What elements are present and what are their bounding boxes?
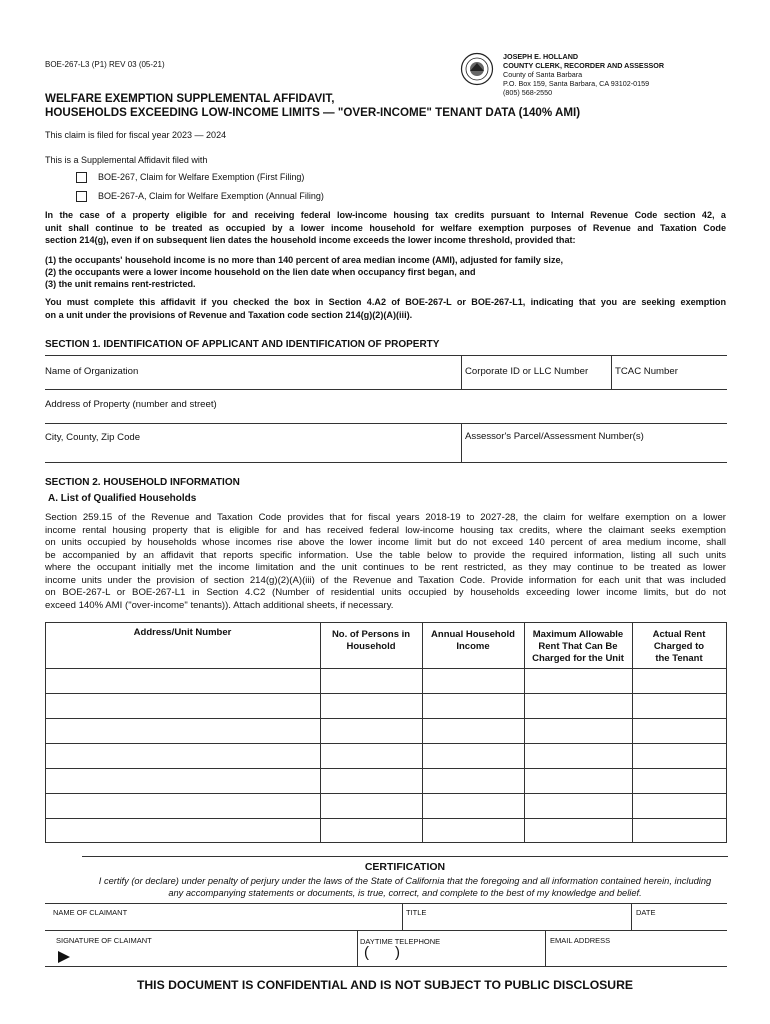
claimant-name-field[interactable]: NAME OF CLAIMANT [53,908,128,917]
section2-line: Section 259.15 of the Revenue and Taxation Code provides that for fiscal years 2018-19 to 2027-28, the claim for welfare exemption on a lower [45,512,726,523]
title-line-1: WELFARE EXEMPTION SUPPLEMENTAL AFFIDAVIT, [45,92,335,105]
org-name-field[interactable]: Name of Organization [45,366,139,377]
section2-heading: SECTION 2. HOUSEHOLD INFORMATION [45,477,240,488]
signature-field[interactable]: SIGNATURE OF CLAIMANT [56,936,152,945]
date-field[interactable]: DATE [636,908,656,917]
table-row[interactable] [46,744,726,768]
col-header-line: Maximum Allowable [532,629,624,640]
section2-line: be accompanied by an affidavit that reports specific information. Use the table below to provide the required information, listing all such units [45,549,726,561]
col-header-line: Address/Unit Number [133,627,232,638]
boe-267a-checkbox[interactable] [76,191,87,202]
conditions-list [45,254,563,291]
table-row[interactable] [46,694,726,718]
boe-267-checkbox[interactable] [76,172,87,183]
section2-paragraph [45,512,726,612]
assessor-title: COUNTY CLERK, RECORDER AND ASSESSOR [503,61,665,70]
col-header-persons [320,629,422,653]
col-header-income [422,629,524,653]
page-title [45,92,580,120]
property-address-field[interactable]: Address of Property (number and street) [45,399,217,410]
notice-line: on a unit under the provisions of Revenue and Taxation code section 214(g)(2)(A)(iii). [45,309,413,320]
col-header-line: Charged to [653,641,705,652]
certification-text [45,876,765,899]
boe-267a-option-label: BOE-267-A, Claim for Welfare Exemption (Annual Filing) [98,191,324,201]
boe-267-option-label: BOE-267, Claim for Welfare Exemption (First Filing) [98,172,305,182]
table-row[interactable] [46,769,726,793]
intro-line: unit shall continue to be treated as occupied by a lower income household for welfare exemption purposes of Revenue and Taxation Code [45,222,726,233]
county-phone: (805) 568-2550 [503,88,553,97]
county-info [503,52,664,97]
intro-line: In the case of a property eligible for and receiving federal low-income housing tax credits pursuant to Internal Revenue Code section 42, a [45,210,726,220]
fiscal-year: This claim is filed for fiscal year 2023 — 2024 [45,130,227,140]
section2-line: on units occupied by households whose incomes rise above the lower income limit but do not exceed 140 percent of area medium income, shall [45,537,726,548]
supplemental-label: This is a Supplemental Affidavit filed with [45,155,208,165]
table-row[interactable] [46,669,726,693]
intro-line: section 214(g), even if on subsequent lien dates the household income exceeds the lower income threshold, provided that: [45,235,576,246]
certification-line: I certify (or declare) under penalty of perjury under the laws of the State of California that the foregoing and all information contained herein, including [98,876,712,886]
notice-line: You must complete this affidavit if you checked the box in Section 4.A2 of BOE-267-L or BOE-267-L1, indicating that you are seeking exemption [45,297,726,307]
col-header-address [45,627,320,639]
table-row[interactable] [46,794,726,818]
phone-field[interactable]: DAYTIME TELEPHONE [360,937,441,946]
title-line-2: HOUSEHOLDS EXCEEDING LOW-INCOME LIMITS — "OVER-INCOME" TENANT DATA (140% AMI) [45,106,581,119]
table-row[interactable] [46,819,726,842]
notice-paragraph [45,296,726,321]
county-name: County of Santa Barbara [503,70,583,79]
col-header-max-rent [524,629,632,665]
section1-heading: SECTION 1. IDENTIFICATION OF APPLICANT AND IDENTIFICATION OF PROPERTY [45,339,440,350]
signature-arrow-icon [57,950,71,964]
parcel-number-field[interactable]: Assessor's Parcel/Assessment Number(s) [465,431,644,442]
title-field[interactable]: TITLE [406,908,427,917]
county-seal-icon [460,52,494,86]
col-header-line: Actual Rent [652,629,706,640]
corp-id-field[interactable]: Corporate ID or LLC Number [465,366,589,377]
table-row[interactable] [46,719,726,743]
condition-item: (1) the occupants' household income is no more than 140 percent of area median income (AMI), adjusted for family size, [45,255,564,265]
condition-item: (3) the unit remains rent-restricted. [45,279,196,290]
section2-subheading: A. List of Qualified Households [48,493,197,504]
col-header-line: Annual Household [431,629,515,640]
col-header-line: Rent That Can Be [538,641,618,652]
confidential-footer: THIS DOCUMENT IS CONFIDENTIAL AND IS NOT SUBJECT TO PUBLIC DISCLOSURE [136,978,634,992]
section2-line: exceed 140% AMI ("over-income" tenants)). Attach additional sheets, if necessary. [45,599,394,611]
section2-line: income units under the provision of section 214(g)(2)(A)(iii) of the Revenue and Taxation Code. Provide information for each unit that was included [45,574,726,586]
col-header-line: Income [456,641,490,652]
certification-heading: CERTIFICATION [364,861,446,873]
phone-paren-close: ) [395,944,400,961]
section2-line: income rental housing property that is eligible for and has received federal low-income housing tax credits, where the claimant seeks exemption [45,524,726,536]
email-field[interactable]: EMAIL ADDRESS [550,936,611,945]
assessor-name: JOSEPH E. HOLLAND [503,52,579,61]
section2-line: where the occupant initially met the income limitation and the unit continues to be rent restricted, as they may continue to be treated as lower [45,562,726,573]
tcac-number-field[interactable]: TCAC Number [615,366,678,377]
form-id: BOE-267-L3 (P1) REV 03 (05-21) [45,60,165,69]
city-county-zip-field[interactable]: City, County, Zip Code [45,432,141,443]
county-address: P.O. Box 159, Santa Barbara, CA 93102-0159 [503,79,650,88]
col-header-line: Charged for the Unit [532,653,624,664]
col-header-actual-rent [632,629,726,665]
certification-line: any accompanying statements or documents, is true, correct, and complete to the best of my knowledge and belief. [168,887,642,898]
condition-item: (2) the occupants were a lower income household on the lien date when occupancy first began, and [45,267,476,278]
phone-paren-open: ( [364,944,369,961]
section2-line: on BOE-267-L or BOE-267-L1 in Section 4.C2 (Number of residential units occupied by households exceeding lower income limits, but do not [45,587,726,598]
col-header-line: Household [346,641,396,652]
col-header-line: No. of Persons in [331,629,411,640]
col-header-line: the Tenant [655,653,703,664]
intro-paragraph [45,209,726,247]
